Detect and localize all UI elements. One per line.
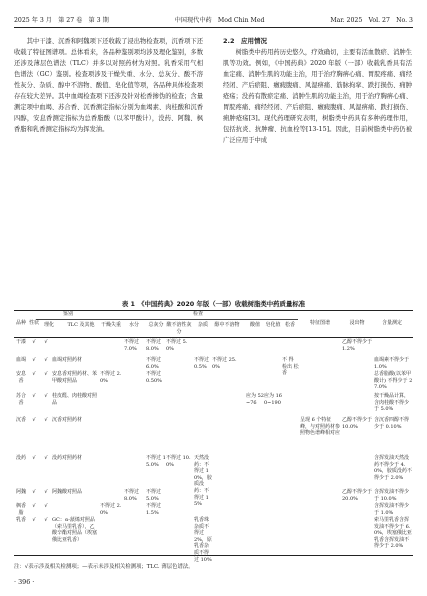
col-head-sbr: 酸不溶性灰分 [166,322,192,335]
col-head-name: 品种 [15,320,26,326]
table-cell-hl: 含挥发油天然没药不得少于 4.0%，胶质没药不得少于 2.0% [374,455,412,481]
table-cell-zhf: 不得过 1.5% [146,503,162,516]
table-cell-name: 安息香 [15,371,26,384]
table-caption: 表 1 《中国药典》2020 年版（一部）收载树脂类中药质量标准 [121,300,306,308]
table-cell-jc: 乙醇不得少于 10.0% [342,417,373,430]
table-head-rule [14,337,413,338]
col-head-sz: 酸值 [249,322,260,328]
table-cell-sx: 不 得 检出 松 香 [282,357,299,377]
table-cell-hl: 按干燥品计算，含肉桂酸不得少于 5.0% [374,393,410,413]
section-title: 2.2 应用情况 [223,37,268,45]
table-cell-hl: 含挥发油不得少于 1.0% [374,503,410,516]
table-cell-hl: 索马里乳香含挥发油不得少于 6.0%，埃塞俄比亚乳香含挥发油不得少于 2.0% [374,517,412,550]
table-cell-hl: 含挥发油不得少于 10.0% [374,489,410,502]
col-head-jc: 浸出物 [349,320,365,326]
running-header [14,13,413,25]
table-cell-name: 没药 [15,455,26,461]
table-cell-tlc: 安息香对照药材、苯甲酸对照品 [52,371,98,384]
header-journal-cn: 中国现代中药 [174,16,212,24]
col-head-zhf: 总灰分 [148,322,164,328]
table-cell-sf: 不得过 7.0% [124,339,140,352]
table-cell-lh: √ [44,371,48,377]
table-cell-tlc: 沉香对照药材 [52,417,83,423]
left-paragraph: 其中干漆、沉香和阿魏项下还收载了浸出物检查项，沉香项下还收载了特征图谱项。总体看来，各品种鉴别项均涉及理化鉴别，多数还涉及薄层色谱法（TLC）并多以对照药材为对照。乳香采用气相色谱法（GC）鉴别。检查项涉及干燥失重、水分、总灰分、酸不溶性灰分、杂质、醇中不溶物、酸值、皂化值等项，各品种具体检查项存在较大差异。其中血竭检查项下还涉及针对松香掺伪的检查；含量测定项中血竭、苏合香、沉香测定指标分别为血竭素、肉桂酸和沉香四醇，安息香测定指标为总香脂酸（以苯甲酸计），没药、阿魏、枫香脂和乳香测定指标均为挥发油。 [14,38,203,133]
table-cell-hl: 血竭素不得少于 1.0% [374,357,410,370]
left-column [14,36,203,135]
table-cell-sbr: 不得过 10.0% [166,455,191,468]
table-footnote: 注：√表示涉及相关检测项；—表示未涉及相关检测项；TLC. 薄层色谱法。 [14,564,194,570]
table-cell-lh: √ [44,339,48,345]
table-cell-tlc: GC：α-蒎烯对照品（索马里乳香），乙酸辛酯对照品（埃塞俄比亚乳香） [52,517,98,543]
table-cell-sf: 不得过 8.0% [124,489,140,502]
table-cell-lh: √ [44,393,48,399]
table-cell-cbr: 不得过 25.0% [212,357,237,370]
table-cell-lh: √ [44,503,48,509]
table-cell-zhf: 不得过 0.50% [146,371,162,384]
table-cell-name: 乳香 [15,517,26,523]
header-journal-en: Mod Chin Med [217,16,265,24]
table-cell-tlc: 桂皮醛、肉桂酸对照品 [52,393,98,406]
table-cell-zhf: 不得过 6.0% [146,357,162,370]
col-head-tlc: TLC 及其他 [67,322,95,328]
col-head-zz: 杂质 [197,322,208,328]
table-cell-name: 干漆 [15,339,26,345]
table-cell-zz: 天然没药：不得过 10%，胶质没药：不得过 15% [194,455,212,508]
table-cell-name: 阿魏 [15,489,26,495]
table-cell-sbr: 不得过 5.0% [166,339,188,352]
table-cell-xz: √ [32,503,36,509]
table-cell-xz: √ [32,417,36,423]
table-cell-name: 苏合香 [15,393,26,406]
col-head-tz: 特征图谱 [309,320,330,326]
header-issue: Mar. 2025 Vol. 27 No. 3 [330,16,413,24]
col-head-char: 性状 [28,320,39,326]
col-head-lihua: 理化 [43,322,54,328]
right-column [223,36,412,146]
table-cell-xz: √ [32,489,36,495]
table-cell-zhf: 不得过 8.0% [146,339,162,352]
table-cell-jc: 乙醇不得少于 1.2% [342,339,373,352]
col-head-sf: 水分 [128,322,139,328]
table-cell-zhh: 应为 160~190 [264,393,282,406]
table-cell-zz: 乳香珠杂质不得过 2%，原乳香杂质不得过 10% [194,517,212,563]
right-paragraph: 树脂类中药用药历史悠久，疗效确切，主要有活血散瘀、消肿生肌等功效。例如，《中国药典》2020 年版（一部）收载乳香具有活血定痛、消肿生肌的功能主治，用于治疗胸痹心痛、胃脘疼痛、痛经经闭、产后瘀阻、癥瘕腹痛、风湿痹痛、筋脉拘挛、跌打损伤、痈肿疮疡；没药有散瘀定痛、消肿生肌的功能主治，用于治疗胸痹心痛、胃脘疼痛、痛经经闭、产后瘀阻、癥瘕腹痛、风湿痹痛、跌打损伤、痈肿疮疡[3]。现代药理研究表明，树脂类中药具有多种药理作用，包括抗炎、抗肿瘤、抗血栓等[13-15]。因此，目前树脂类中药仍被广泛应用于中成 [223,49,412,144]
col-head-cbr: 醇中不溶物 [214,322,240,328]
table-cell-xz: √ [32,455,36,461]
table-cell-lh: √ [44,517,48,523]
table-cell-gz: 不得过 2.0% [100,503,122,516]
table-cell-xz: √ [32,393,36,399]
table-cell-tlc: 没药对照药材 [52,455,83,461]
table-bottom-rule [14,555,413,556]
table-cell-tlc: 阿魏酸对照品 [52,489,83,495]
table-cell-lh: √ [44,357,48,363]
jianbie-group-rule [36,319,100,320]
table-cell-zhf: 不得过 15.0% [146,455,166,468]
table-cell-name: 枫香脂 [15,503,26,516]
table-cell-xz: √ [32,371,36,377]
col-head-jiancha: 检查 [192,311,203,317]
table-cell-xz: √ [32,339,36,345]
table-cell-lh: √ [44,417,48,423]
header-rule [14,27,413,28]
table-cell-tlc: 血竭对照药材 [52,357,83,363]
table-cell-hl: 总香脂酸(以苯甲酸计) 不得少于 27.0% [374,371,413,391]
col-head-sx: 松香 [284,322,295,328]
table-cell-jc: 乙醇不得少于 20.0% [342,489,373,502]
col-head-gz: 干燥失重 [100,322,121,328]
col-head-hl: 含量测定 [381,320,402,326]
col-head-zhh: 皂化值 [265,322,281,328]
table-cell-lh: √ [44,455,48,461]
header-journal [175,15,265,24]
page-number: · 396 · [14,578,35,586]
col-head-jianbie: 鉴别 [62,311,73,317]
table-cell-xz: √ [32,357,36,363]
jiancha-group-rule [98,319,298,320]
table-cell-name: 沉香 [15,417,26,423]
table-cell-sz: 应为 52~76 [246,393,264,406]
table-cell-tz: 呈现 6 个特征峰，与对照药材参照物色谱峰相对应 [300,417,341,437]
table-cell-name: 血竭 [15,357,26,363]
table-cell-zz: 不得过 0.5% [194,357,210,370]
table-cell-lh: √ [44,489,48,495]
table-cell-gz: 不得过 2.0% [100,371,122,384]
header-date: 2025 年 3 月 第 27 卷 第 3 期 [14,16,109,24]
table-cell-hl: 含沉香四醇不得少于 0.10% [374,417,410,430]
table-cell-xz: √ [32,517,36,523]
table-cell-zhf: 不得过 5.0% [146,489,162,502]
